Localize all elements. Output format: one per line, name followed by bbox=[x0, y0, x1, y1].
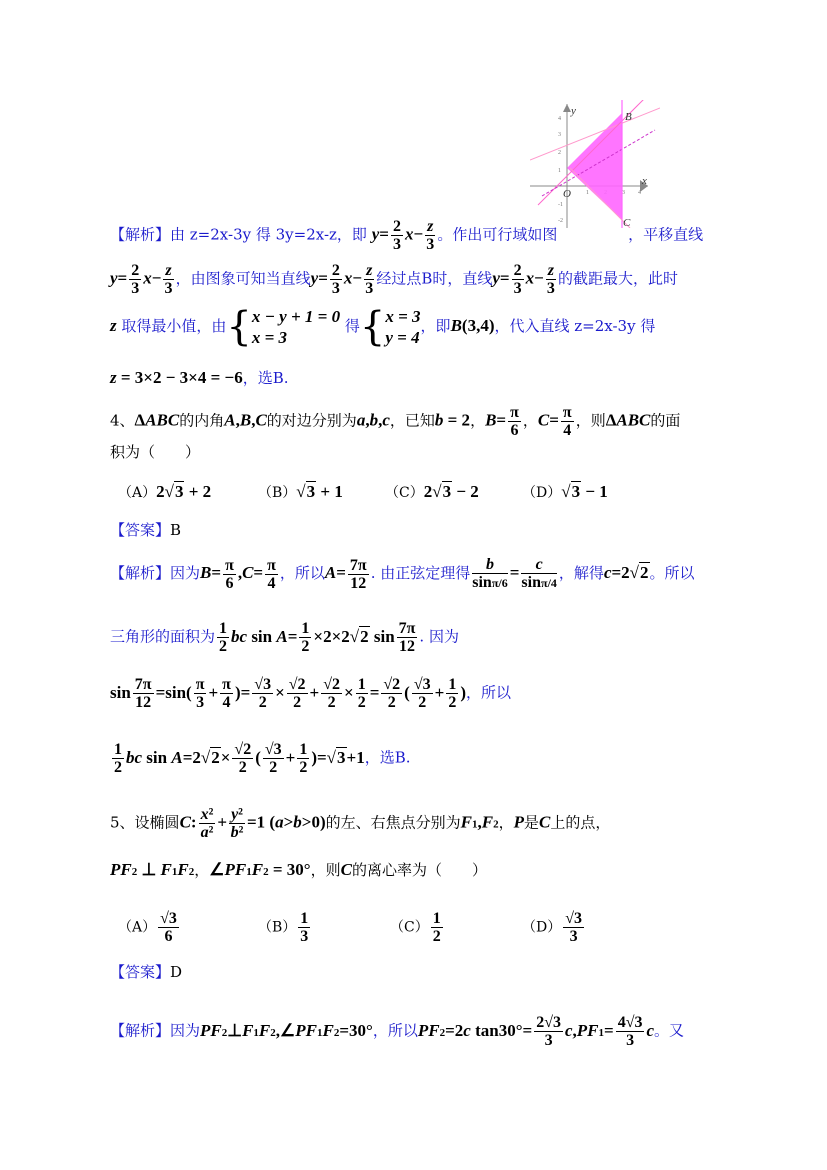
graph-origin: O bbox=[563, 188, 571, 200]
q4-analysis-line4: $\frac{1}{2}$ bc sin A=2√2× $\frac{√2}{2}$ ( $\frac{√3}{2}$ + $\frac{1}{2}$ )=√3+1，选B. bbox=[114, 741, 411, 776]
q4-option-a: （A）2√3 + 2 bbox=[118, 482, 212, 501]
svg-text:1: 1 bbox=[586, 190, 589, 196]
q5-option-b: （B） $\frac{1}{3}$ bbox=[258, 910, 309, 945]
q5-option-a: （A） $\frac{√3}{6}$ bbox=[118, 910, 177, 945]
q3-line4: z = 3×2 − 3×4 = −6，选B. bbox=[110, 368, 289, 387]
graph-point-c: C bbox=[623, 217, 631, 228]
q4-analysis-line1: 【解析】因为B= $\frac{\pi}{6}$ ,C= $\frac{\pi}{4}$ ，所以A= $\frac{7\pi}{12}$ . 由正弦定理得 $\frac{b}{\sin\pi/6}$ = $\frac{c}{\sin\pi/4}$ ，解得c=2√2。所以 bbox=[110, 556, 695, 592]
q4-stem-line1: 4、ΔABC的内角A,B,C的对边分别为a,b,c，已知b = 2，B= $\frac{\pi}{6}$ ，C= $\frac{\pi}{4}$ ，则ΔABC的面 bbox=[110, 404, 681, 439]
q4-option-d: （D）√3 − 1 bbox=[522, 482, 608, 501]
svg-text:4: 4 bbox=[638, 190, 641, 196]
svg-text:4: 4 bbox=[558, 116, 561, 122]
feasible-region-graph bbox=[530, 100, 660, 228]
q3-line3: z 取得最小值，由{ x − y + 1 = 0 x = 3 得{ x = 3 y = 4 ，即B(3,4)，代入直线 z=2x-3y 得 bbox=[110, 304, 656, 350]
q3-line1: 【解析】由 z=2x-3y 得 3y=2x-z，即 y= $\frac{2}{3}$ x− $\frac{z}{3}$ 。作出可行域如图 ，平移直线 bbox=[110, 218, 704, 253]
q4-answer: 【答案】B bbox=[110, 521, 182, 539]
q4-option-b: （B）√3 + 1 bbox=[258, 482, 343, 501]
svg-text:3: 3 bbox=[622, 190, 625, 196]
svg-text:3: 3 bbox=[558, 132, 561, 138]
graph-axis-y: y bbox=[571, 105, 576, 117]
svg-text:1: 1 bbox=[558, 168, 561, 174]
q5-answer: 【答案】D bbox=[110, 963, 183, 981]
q4-analysis-line3: sin $\frac{7\pi}{12}$ =sin( $\frac{\pi}{3}$ + $\frac{\pi}{4}$ )= $\frac{√3}{2}$ × $\frac{√2}{2}$ + $\frac{√2}{2}$ × $\frac{1}{2}$ = $\frac{√2}{2}$ ( $\frac{√3}{2}$ + $\frac{1}{2}$ )，所以 bbox=[110, 676, 511, 711]
graph-axis-x: x bbox=[642, 175, 647, 187]
svg-text:2: 2 bbox=[558, 150, 561, 156]
q5-stem-line1: 5、设椭圆C: $\frac{\text{x²}}{\text{a²}}$ + $\frac{\text{y²}}{\text{b²}}$ =1 (a>b>0)的左、右焦点分别为F1,F2，P是C上的点， bbox=[110, 806, 611, 841]
svg-text:-2: -2 bbox=[558, 218, 563, 224]
q5-option-c: （C） $\frac{1}{2}$ bbox=[390, 910, 441, 945]
q4-stem-line2: 积为（ ） bbox=[110, 443, 201, 461]
q5-stem-line2: PF2 ⊥ F1F2，∠PF1F2 = 30°，则C的离心率为（ ） bbox=[110, 860, 487, 879]
q3-analysis-tag: 【解析】 bbox=[110, 225, 171, 244]
q3-line2: y= $\frac{2}{3}$ x− $\frac{z}{3}$ ，由图象可知当直线y= $\frac{2}{3}$ x− $\frac{z}{3}$ 经过点B时，直线y= $\frac{2}{3}$ x− $\frac{z}{3}$ 的截距最大，此时 bbox=[110, 262, 679, 297]
q4-analysis-line2: 三角形的面积为 $\frac{1}{2}$ bc sin A= $\frac{1}{2}$ ×2×2√2 sin $\frac{7\pi}{12}$ . 因为 bbox=[110, 620, 459, 655]
q5-option-d: （D） $\frac{√3}{3}$ bbox=[522, 910, 583, 945]
q5-analysis-line1: 【解析】因为PF2⊥F1F2,∠PF1F2=30°，所以PF2=2c tan30°= $\frac{2√3}{3}$ c,PF1= $\frac{4√3}{3}$ c。又 bbox=[110, 1014, 685, 1049]
svg-text:-1: -1 bbox=[558, 202, 563, 208]
graph-point-b: B bbox=[625, 111, 632, 123]
q4-option-c: （C）2√3 − 2 bbox=[385, 482, 479, 501]
